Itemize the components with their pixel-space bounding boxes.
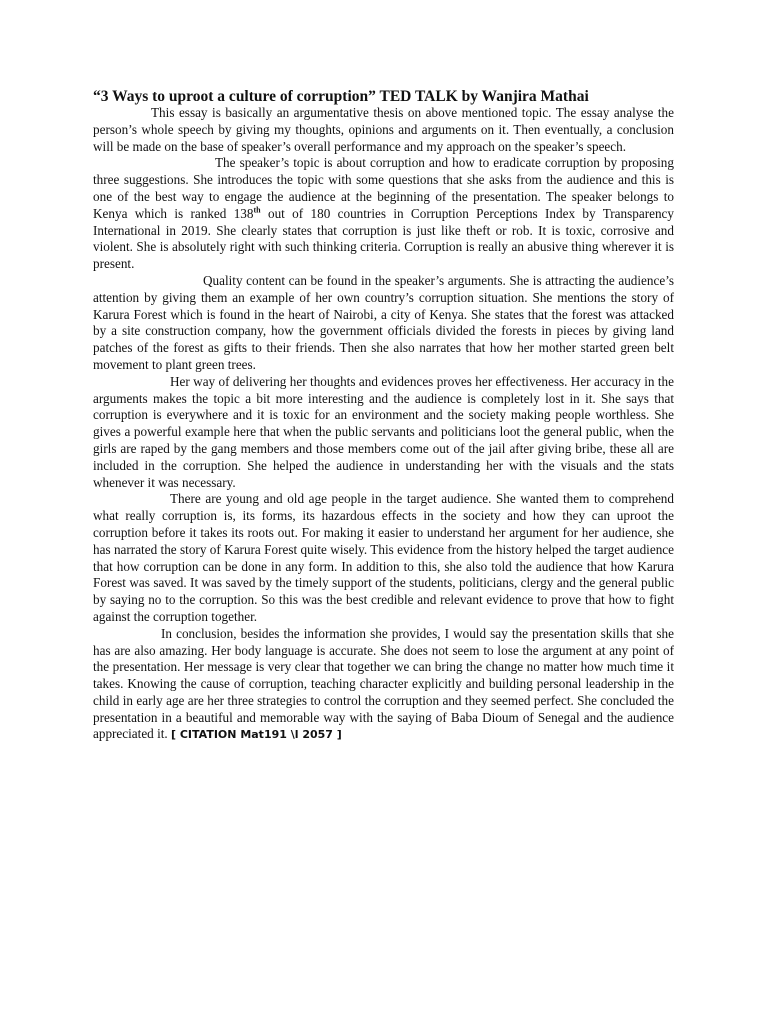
paragraph-text: out of 180 countries in Corruption Perceptions Index by Transparency International in 2019. She clearly states that corruption is just like theft or rob. It is toxic, corrosive and violent. She is absolutely right with such thinking criteria. Corruption is really an abusive thing wherever it is present.: [93, 205, 674, 272]
citation-field: [ CITATION Mat191 \l 2057 ]: [171, 728, 342, 742]
paragraph-text: The speaker’s topic is about corruption and how to eradicate corruption by proposing three suggestions. She introduces the topic with some questions that she asks from the audience and this is one of the best way to engage the audience at the beginning of the presentation. The speaker belongs to Kenya which is ranked 138: [93, 155, 674, 221]
paragraph-content: [93, 273, 674, 374]
document-page: [93, 88, 674, 744]
paragraph-delivery: [93, 374, 674, 492]
paragraph-text: In conclusion, besides the information she provides, I would say the presentation skills that she has are also amazing. Her body language is accurate. She does not seem to lose the argument at any point of the presentation. Her message is very clear that together we can bring the change no matter how much time it takes. Knowing the cause of corruption, teaching character explicitly and building personal leadership in the child in early age are her three strategies to control the corruption and they seemed perfect. She concluded the presentation in a beautiful and memorable way with the saying of Baba Dioum of Senegal and the audience appreciated it.: [93, 625, 674, 742]
paragraph-text: Quality content can be found in the speaker’s arguments. She is attracting the audience’s attention by giving them an example of her own country’s corruption situation. She mentions the story of Karura Forest which is found in the heart of Nairobi, a city of Kenya. She states that the forest was attacked by a site construction company, how the government officials divided the forests in pieces by giving land patches of the forest as gifts to their friends. Then she also narrates that how her mother started green belt movement to plant green trees.: [93, 272, 674, 372]
ordinal-superscript: th: [253, 205, 261, 215]
paragraph-conclusion: [93, 626, 674, 745]
paragraph-text: There are young and old age people in the target audience. She wanted them to comprehend what really corruption is, its forms, its hazardous effects in the society and how they can uproot the corruption before it takes its roots out. For making it easier to understand her argument for her audience, she has narrated the story of Karura Forest quite wisely. This evidence from the history helped the target audience that how corruption can be done in any form. In addition to this, she also told the audience that how Karura Forest was saved. It was saved by the timely support of the students, politicians, clergy and the general public by saying no to the corruption. So this was the best credible and relevant evidence to prove that how to fight against the corruption together.: [93, 491, 674, 624]
paragraph-text: Her way of delivering her thoughts and evidences proves her effectiveness. Her accuracy in the arguments makes the topic a bit more interesting and the audience is completely lost in it. She says that corruption is everywhere and it is toxic for an environment and the society making people worthless. She gives a powerful example here that when the public servants and politicians loot the general public, when the girls are raped by the gang members and those members come out of the jail after giving bribe, these all are included in the corruption. She helped the audience in understanding her with the visuals and the stats whenever it was necessary.: [93, 373, 674, 490]
paragraph-intro: [93, 105, 674, 155]
paragraph-audience: [93, 491, 674, 625]
paragraph-text: This essay is basically an argumentative thesis on above mentioned topic. The essay analyse the person’s whole speech by giving my thoughts, opinions and arguments on it. Then eventually, a conclusion will be made on the base of speaker’s overall performance and my approach on the speaker’s speech.: [93, 105, 674, 154]
document-title: “3 Ways to uproot a culture of corruption” TED TALK by Wanjira Mathai: [93, 88, 589, 105]
paragraph-topic: [93, 155, 674, 273]
